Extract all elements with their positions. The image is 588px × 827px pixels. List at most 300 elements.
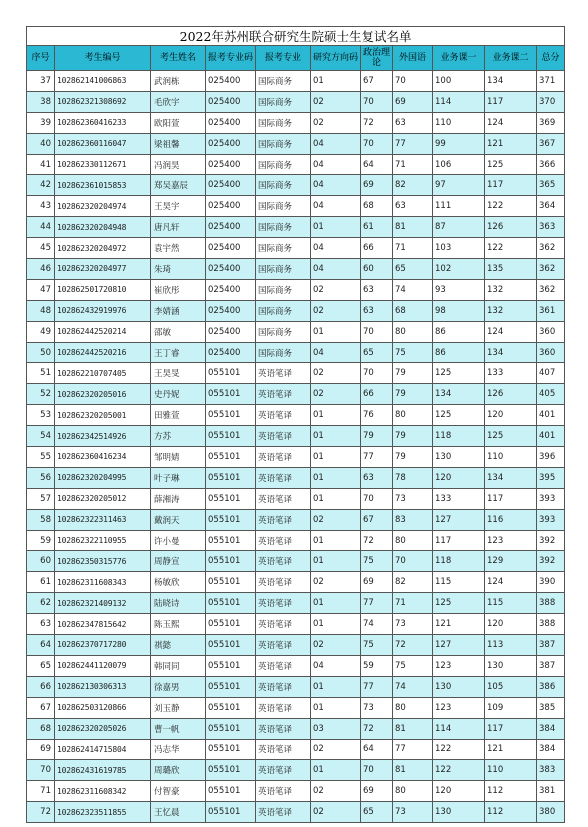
cell-major-code: 055101 bbox=[206, 488, 256, 509]
cell-major: 英语笔译 bbox=[256, 760, 311, 781]
cell-course-two: 126 bbox=[485, 384, 537, 405]
cell-foreign-language: 80 bbox=[393, 321, 433, 342]
cell-course-one: 125 bbox=[433, 363, 485, 384]
cell-direction-code: 02 bbox=[311, 572, 361, 593]
cell-foreign-language: 73 bbox=[393, 614, 433, 635]
admission-list-sheet bbox=[26, 26, 564, 823]
cell-course-two: 121 bbox=[485, 739, 537, 760]
cell-course-one: 114 bbox=[433, 91, 485, 112]
cell-exam-id: 102862347815642 bbox=[55, 614, 151, 635]
cell-course-one: 118 bbox=[433, 426, 485, 447]
cell-course-one: 93 bbox=[433, 279, 485, 300]
cell-major-code: 055101 bbox=[206, 781, 256, 802]
cell-name: 杨敏欣 bbox=[151, 572, 206, 593]
cell-politics: 74 bbox=[361, 614, 393, 635]
cell-seq: 50 bbox=[27, 342, 55, 363]
cell-name: 方苏 bbox=[151, 426, 206, 447]
cell-course-two: 110 bbox=[485, 760, 537, 781]
cell-direction-code: 02 bbox=[311, 781, 361, 802]
cell-major-code: 025400 bbox=[206, 238, 256, 259]
cell-direction-code: 02 bbox=[311, 739, 361, 760]
cell-politics: 72 bbox=[361, 530, 393, 551]
cell-course-one: 86 bbox=[433, 342, 485, 363]
cell-total: 387 bbox=[537, 655, 565, 676]
cell-total: 361 bbox=[537, 300, 565, 321]
cell-major: 国际商务 bbox=[256, 279, 311, 300]
cell-name: 陆晓诗 bbox=[151, 593, 206, 614]
cell-major: 英语笔译 bbox=[256, 551, 311, 572]
cell-course-two: 124 bbox=[485, 112, 537, 133]
cell-name: 崔欣彤 bbox=[151, 279, 206, 300]
cell-name: 戴润天 bbox=[151, 509, 206, 530]
cell-exam-id: 102862141006863 bbox=[55, 71, 151, 92]
cell-course-one: 130 bbox=[433, 676, 485, 697]
cell-major: 英语笔译 bbox=[256, 739, 311, 760]
cell-total: 393 bbox=[537, 509, 565, 530]
column-header-course-two: 业务课二 bbox=[485, 46, 537, 71]
cell-major-code: 055101 bbox=[206, 405, 256, 426]
cell-direction-code: 01 bbox=[311, 593, 361, 614]
cell-foreign-language: 63 bbox=[393, 112, 433, 133]
cell-course-two: 117 bbox=[485, 488, 537, 509]
cell-major: 英语笔译 bbox=[256, 384, 311, 405]
cell-major: 国际商务 bbox=[256, 71, 311, 92]
cell-course-two: 125 bbox=[485, 154, 537, 175]
cell-exam-id: 102862311608342 bbox=[55, 781, 151, 802]
cell-name: 郑吴嘉辰 bbox=[151, 175, 206, 196]
column-header-direction-code: 研究方向码 bbox=[311, 46, 361, 71]
cell-course-one: 123 bbox=[433, 697, 485, 718]
cell-foreign-language: 82 bbox=[393, 175, 433, 196]
cell-direction-code: 02 bbox=[311, 363, 361, 384]
cell-exam-id: 102862320204972 bbox=[55, 238, 151, 259]
cell-course-one: 117 bbox=[433, 530, 485, 551]
cell-major-code: 025400 bbox=[206, 133, 256, 154]
cell-seq: 56 bbox=[27, 467, 55, 488]
cell-politics: 63 bbox=[361, 279, 393, 300]
cell-direction-code: 01 bbox=[311, 676, 361, 697]
cell-seq: 38 bbox=[27, 91, 55, 112]
cell-foreign-language: 79 bbox=[393, 363, 433, 384]
cell-direction-code: 04 bbox=[311, 175, 361, 196]
cell-total: 363 bbox=[537, 217, 565, 238]
cell-major-code: 025400 bbox=[206, 342, 256, 363]
cell-major-code: 025400 bbox=[206, 112, 256, 133]
cell-politics: 66 bbox=[361, 384, 393, 405]
cell-course-two: 121 bbox=[485, 133, 537, 154]
cell-total: 384 bbox=[537, 739, 565, 760]
cell-major-code: 025400 bbox=[206, 217, 256, 238]
cell-course-two: 110 bbox=[485, 447, 537, 468]
cell-total: 401 bbox=[537, 426, 565, 447]
cell-name: 曹一帆 bbox=[151, 718, 206, 739]
cell-exam-id: 102862320205026 bbox=[55, 718, 151, 739]
cell-course-two: 130 bbox=[485, 655, 537, 676]
cell-total: 362 bbox=[537, 279, 565, 300]
column-header-seq: 序号 bbox=[27, 46, 55, 71]
cell-politics: 79 bbox=[361, 426, 393, 447]
cell-politics: 70 bbox=[361, 91, 393, 112]
cell-major: 国际商务 bbox=[256, 238, 311, 259]
table-row bbox=[27, 321, 565, 342]
cell-exam-id: 102862322311463 bbox=[55, 509, 151, 530]
cell-name: 薛湘涛 bbox=[151, 488, 206, 509]
cell-total: 362 bbox=[537, 238, 565, 259]
cell-course-two: 115 bbox=[485, 593, 537, 614]
cell-exam-id: 102862321308692 bbox=[55, 91, 151, 112]
table-row bbox=[27, 91, 565, 112]
cell-politics: 68 bbox=[361, 196, 393, 217]
cell-course-one: 97 bbox=[433, 175, 485, 196]
table-row bbox=[27, 426, 565, 447]
cell-name: 付智豪 bbox=[151, 781, 206, 802]
cell-course-two: 112 bbox=[485, 781, 537, 802]
cell-foreign-language: 78 bbox=[393, 467, 433, 488]
cell-direction-code: 04 bbox=[311, 342, 361, 363]
cell-major: 英语笔译 bbox=[256, 697, 311, 718]
cell-seq: 45 bbox=[27, 238, 55, 259]
cell-course-two: 105 bbox=[485, 676, 537, 697]
cell-seq: 61 bbox=[27, 572, 55, 593]
cell-name: 冯志华 bbox=[151, 739, 206, 760]
cell-total: 395 bbox=[537, 467, 565, 488]
cell-total: 407 bbox=[537, 363, 565, 384]
cell-course-one: 127 bbox=[433, 509, 485, 530]
cell-foreign-language: 79 bbox=[393, 384, 433, 405]
cell-seq: 49 bbox=[27, 321, 55, 342]
cell-direction-code: 03 bbox=[311, 718, 361, 739]
cell-major-code: 055101 bbox=[206, 697, 256, 718]
cell-foreign-language: 70 bbox=[393, 71, 433, 92]
cell-politics: 67 bbox=[361, 71, 393, 92]
table-row bbox=[27, 593, 565, 614]
cell-exam-id: 102862323511855 bbox=[55, 802, 151, 823]
cell-course-two: 117 bbox=[485, 91, 537, 112]
table-row bbox=[27, 614, 565, 635]
cell-seq: 58 bbox=[27, 509, 55, 530]
table-row bbox=[27, 447, 565, 468]
cell-exam-id: 102862361015853 bbox=[55, 175, 151, 196]
cell-name: 刘玉静 bbox=[151, 697, 206, 718]
cell-exam-id: 102862320205012 bbox=[55, 488, 151, 509]
cell-exam-id: 102862322110955 bbox=[55, 530, 151, 551]
cell-course-one: 86 bbox=[433, 321, 485, 342]
cell-major: 英语笔译 bbox=[256, 614, 311, 635]
table-row bbox=[27, 635, 565, 656]
cell-major: 英语笔译 bbox=[256, 405, 311, 426]
table-row bbox=[27, 384, 565, 405]
cell-foreign-language: 65 bbox=[393, 259, 433, 280]
column-header-exam-id: 考生编号 bbox=[55, 46, 151, 71]
cell-total: 381 bbox=[537, 781, 565, 802]
cell-major: 国际商务 bbox=[256, 259, 311, 280]
column-header-foreign-language: 外国语 bbox=[393, 46, 433, 71]
cell-direction-code: 02 bbox=[311, 300, 361, 321]
cell-seq: 70 bbox=[27, 760, 55, 781]
cell-direction-code: 01 bbox=[311, 697, 361, 718]
cell-total: 401 bbox=[537, 405, 565, 426]
cell-course-two: 120 bbox=[485, 614, 537, 635]
cell-course-one: 87 bbox=[433, 217, 485, 238]
cell-foreign-language: 77 bbox=[393, 739, 433, 760]
cell-course-two: 124 bbox=[485, 321, 537, 342]
cell-major: 英语笔译 bbox=[256, 655, 311, 676]
table-row bbox=[27, 509, 565, 530]
cell-seq: 54 bbox=[27, 426, 55, 447]
cell-politics: 75 bbox=[361, 635, 393, 656]
cell-course-one: 99 bbox=[433, 133, 485, 154]
cell-major: 英语笔译 bbox=[256, 718, 311, 739]
cell-course-two: 109 bbox=[485, 697, 537, 718]
cell-major-code: 055101 bbox=[206, 802, 256, 823]
cell-exam-id: 102862320204948 bbox=[55, 217, 151, 238]
cell-foreign-language: 68 bbox=[393, 300, 433, 321]
cell-course-two: 120 bbox=[485, 405, 537, 426]
cell-course-one: 103 bbox=[433, 238, 485, 259]
cell-foreign-language: 81 bbox=[393, 718, 433, 739]
cell-politics: 64 bbox=[361, 154, 393, 175]
cell-name: 许小曼 bbox=[151, 530, 206, 551]
cell-course-one: 110 bbox=[433, 112, 485, 133]
cell-major: 国际商务 bbox=[256, 91, 311, 112]
cell-name: 王昊旻 bbox=[151, 363, 206, 384]
cell-name: 邹明婧 bbox=[151, 447, 206, 468]
cell-foreign-language: 81 bbox=[393, 217, 433, 238]
cell-major: 英语笔译 bbox=[256, 572, 311, 593]
cell-course-two: 124 bbox=[485, 572, 537, 593]
cell-exam-id: 102862442520214 bbox=[55, 321, 151, 342]
cell-major: 英语笔译 bbox=[256, 802, 311, 823]
cell-name: 唐凡轩 bbox=[151, 217, 206, 238]
cell-course-one: 134 bbox=[433, 384, 485, 405]
cell-seq: 39 bbox=[27, 112, 55, 133]
cell-course-one: 125 bbox=[433, 593, 485, 614]
cell-major-code: 055101 bbox=[206, 572, 256, 593]
column-header-total: 总分 bbox=[537, 46, 565, 71]
cell-exam-id: 102862501720810 bbox=[55, 279, 151, 300]
cell-seq: 69 bbox=[27, 739, 55, 760]
cell-foreign-language: 74 bbox=[393, 279, 433, 300]
cell-major: 国际商务 bbox=[256, 342, 311, 363]
cell-course-one: 111 bbox=[433, 196, 485, 217]
cell-course-one: 123 bbox=[433, 655, 485, 676]
cell-exam-id: 102862320204974 bbox=[55, 196, 151, 217]
cell-foreign-language: 80 bbox=[393, 697, 433, 718]
cell-major-code: 055101 bbox=[206, 509, 256, 530]
cell-major-code: 025400 bbox=[206, 321, 256, 342]
cell-course-two: 122 bbox=[485, 196, 537, 217]
cell-major-code: 055101 bbox=[206, 655, 256, 676]
cell-major: 英语笔译 bbox=[256, 447, 311, 468]
cell-name: 李婧涵 bbox=[151, 300, 206, 321]
cell-major-code: 055101 bbox=[206, 676, 256, 697]
cell-total: 392 bbox=[537, 530, 565, 551]
cell-seq: 64 bbox=[27, 635, 55, 656]
cell-exam-id: 102862360416234 bbox=[55, 447, 151, 468]
cell-course-two: 123 bbox=[485, 530, 537, 551]
cell-politics: 76 bbox=[361, 405, 393, 426]
cell-politics: 70 bbox=[361, 133, 393, 154]
cell-course-two: 134 bbox=[485, 467, 537, 488]
cell-seq: 44 bbox=[27, 217, 55, 238]
cell-direction-code: 02 bbox=[311, 91, 361, 112]
cell-total: 364 bbox=[537, 196, 565, 217]
cell-major-code: 025400 bbox=[206, 300, 256, 321]
table-row bbox=[27, 530, 565, 551]
cell-direction-code: 02 bbox=[311, 384, 361, 405]
table-row bbox=[27, 676, 565, 697]
cell-course-two: 126 bbox=[485, 217, 537, 238]
cell-total: 367 bbox=[537, 133, 565, 154]
cell-name: 王昊宇 bbox=[151, 196, 206, 217]
cell-total: 390 bbox=[537, 572, 565, 593]
cell-direction-code: 01 bbox=[311, 447, 361, 468]
cell-exam-id: 102862320204995 bbox=[55, 467, 151, 488]
cell-total: 388 bbox=[537, 593, 565, 614]
table-row bbox=[27, 781, 565, 802]
cell-major-code: 055101 bbox=[206, 593, 256, 614]
cell-seq: 59 bbox=[27, 530, 55, 551]
cell-direction-code: 01 bbox=[311, 71, 361, 92]
table-row bbox=[27, 259, 565, 280]
cell-course-one: 118 bbox=[433, 551, 485, 572]
cell-major: 英语笔译 bbox=[256, 676, 311, 697]
cell-foreign-language: 71 bbox=[393, 593, 433, 614]
cell-direction-code: 01 bbox=[311, 426, 361, 447]
cell-seq: 71 bbox=[27, 781, 55, 802]
table-row bbox=[27, 71, 565, 92]
cell-course-one: 122 bbox=[433, 760, 485, 781]
cell-seq: 57 bbox=[27, 488, 55, 509]
cell-foreign-language: 79 bbox=[393, 426, 433, 447]
cell-foreign-language: 73 bbox=[393, 802, 433, 823]
cell-major-code: 025400 bbox=[206, 279, 256, 300]
cell-direction-code: 04 bbox=[311, 238, 361, 259]
cell-politics: 70 bbox=[361, 488, 393, 509]
cell-seq: 53 bbox=[27, 405, 55, 426]
cell-total: 366 bbox=[537, 154, 565, 175]
cell-politics: 77 bbox=[361, 447, 393, 468]
cell-course-one: 121 bbox=[433, 614, 485, 635]
admission-table bbox=[26, 26, 565, 823]
cell-total: 360 bbox=[537, 321, 565, 342]
cell-course-two: 132 bbox=[485, 279, 537, 300]
cell-exam-id: 102862360116047 bbox=[55, 133, 151, 154]
cell-foreign-language: 82 bbox=[393, 572, 433, 593]
cell-major-code: 025400 bbox=[206, 175, 256, 196]
table-row bbox=[27, 112, 565, 133]
cell-major-code: 055101 bbox=[206, 384, 256, 405]
cell-major: 英语笔译 bbox=[256, 635, 311, 656]
cell-direction-code: 01 bbox=[311, 405, 361, 426]
table-row bbox=[27, 551, 565, 572]
cell-exam-id: 102862360416233 bbox=[55, 112, 151, 133]
cell-foreign-language: 77 bbox=[393, 133, 433, 154]
cell-total: 370 bbox=[537, 91, 565, 112]
table-row bbox=[27, 300, 565, 321]
cell-direction-code: 01 bbox=[311, 488, 361, 509]
cell-exam-id: 102862431619785 bbox=[55, 760, 151, 781]
table-row bbox=[27, 718, 565, 739]
cell-seq: 55 bbox=[27, 447, 55, 468]
cell-course-two: 135 bbox=[485, 259, 537, 280]
cell-exam-id: 102862350315776 bbox=[55, 551, 151, 572]
cell-exam-id: 102862503120866 bbox=[55, 697, 151, 718]
cell-foreign-language: 70 bbox=[393, 551, 433, 572]
cell-seq: 48 bbox=[27, 300, 55, 321]
cell-major-code: 055101 bbox=[206, 760, 256, 781]
cell-course-one: 106 bbox=[433, 154, 485, 175]
cell-seq: 42 bbox=[27, 175, 55, 196]
cell-major: 国际商务 bbox=[256, 217, 311, 238]
cell-name: 周璐欣 bbox=[151, 760, 206, 781]
cell-major: 国际商务 bbox=[256, 300, 311, 321]
cell-seq: 37 bbox=[27, 71, 55, 92]
cell-name: 王丁睿 bbox=[151, 342, 206, 363]
cell-exam-id: 102862321409132 bbox=[55, 593, 151, 614]
table-row bbox=[27, 175, 565, 196]
table-row bbox=[27, 739, 565, 760]
table-row bbox=[27, 572, 565, 593]
table-row bbox=[27, 760, 565, 781]
cell-direction-code: 01 bbox=[311, 530, 361, 551]
column-header-course-one: 业务课一 bbox=[433, 46, 485, 71]
cell-name: 冯润昊 bbox=[151, 154, 206, 175]
cell-name: 欧阳萱 bbox=[151, 112, 206, 133]
table-row bbox=[27, 488, 565, 509]
cell-politics: 66 bbox=[361, 238, 393, 259]
cell-course-one: 130 bbox=[433, 802, 485, 823]
cell-seq: 52 bbox=[27, 384, 55, 405]
cell-name: 韩同同 bbox=[151, 655, 206, 676]
table-row bbox=[27, 802, 565, 823]
cell-total: 384 bbox=[537, 718, 565, 739]
cell-course-one: 120 bbox=[433, 467, 485, 488]
cell-direction-code: 04 bbox=[311, 196, 361, 217]
cell-foreign-language: 74 bbox=[393, 676, 433, 697]
cell-politics: 70 bbox=[361, 760, 393, 781]
cell-name: 陈玉熙 bbox=[151, 614, 206, 635]
cell-course-two: 117 bbox=[485, 718, 537, 739]
cell-direction-code: 04 bbox=[311, 259, 361, 280]
cell-exam-id: 102862311608343 bbox=[55, 572, 151, 593]
cell-foreign-language: 75 bbox=[393, 342, 433, 363]
cell-major-code: 025400 bbox=[206, 196, 256, 217]
table-row bbox=[27, 133, 565, 154]
cell-exam-id: 102862432919976 bbox=[55, 300, 151, 321]
cell-major-code: 055101 bbox=[206, 447, 256, 468]
cell-course-one: 115 bbox=[433, 572, 485, 593]
cell-exam-id: 102862370717280 bbox=[55, 635, 151, 656]
cell-direction-code: 01 bbox=[311, 321, 361, 342]
cell-major: 国际商务 bbox=[256, 175, 311, 196]
cell-exam-id: 102862210707405 bbox=[55, 363, 151, 384]
cell-major-code: 025400 bbox=[206, 91, 256, 112]
cell-politics: 64 bbox=[361, 739, 393, 760]
cell-direction-code: 01 bbox=[311, 760, 361, 781]
column-header-name: 考生姓名 bbox=[151, 46, 206, 71]
cell-exam-id: 102862441120079 bbox=[55, 655, 151, 676]
cell-major: 英语笔译 bbox=[256, 509, 311, 530]
cell-foreign-language: 73 bbox=[393, 488, 433, 509]
cell-seq: 62 bbox=[27, 593, 55, 614]
cell-seq: 51 bbox=[27, 363, 55, 384]
cell-politics: 69 bbox=[361, 572, 393, 593]
cell-name: 田雅萱 bbox=[151, 405, 206, 426]
cell-course-two: 125 bbox=[485, 426, 537, 447]
cell-seq: 46 bbox=[27, 259, 55, 280]
cell-direction-code: 01 bbox=[311, 551, 361, 572]
